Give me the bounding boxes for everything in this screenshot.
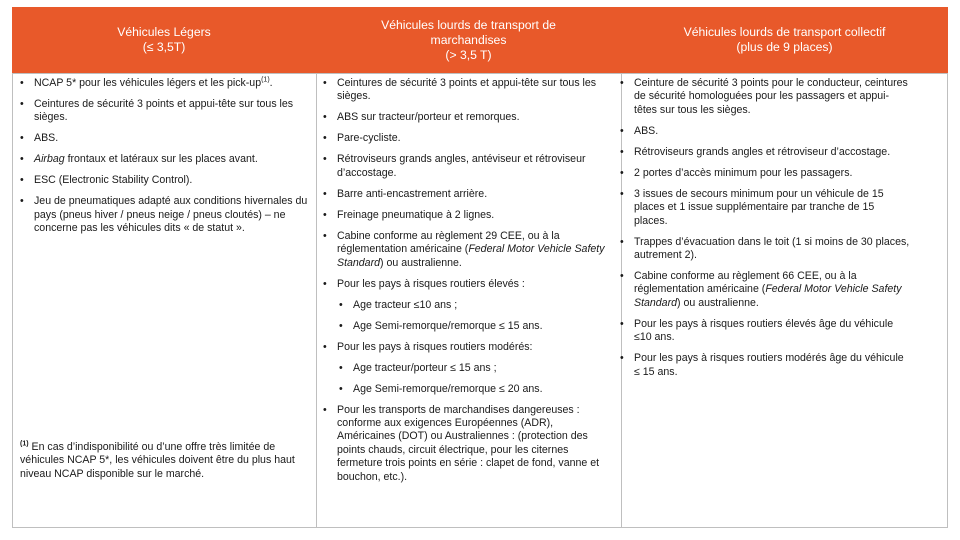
list-item: • ABS.	[620, 125, 910, 138]
list-item: • Ceintures de sécurité 3 points et appui-tête sur tous les sièges.	[20, 98, 312, 125]
list-item: • Pour les pays à risques routiers modérés âge du véhicule ≤ 15 ans.	[620, 352, 910, 379]
list-item: • Cabine conforme au règlement 66 CEE, ou à la réglementation américaine (Federal Motor Vehicle Safety Standard) ou australienne.	[620, 270, 910, 310]
footnote-marker: (1)	[20, 440, 29, 448]
list-item: • 2 portes d’accès minimum pour les passagers.	[620, 167, 910, 180]
list-item: • Rétroviseurs grands angles, antéviseur et rétroviseur d’accostage.	[323, 153, 613, 180]
header-heavy-passenger-vehicles	[621, 7, 948, 73]
list-item: • Ceinture de sécurité 3 points pour le conducteur, ceintures de sécurité homologuées pour les passagers et appui-têtes sur tous les sièges.	[620, 77, 910, 117]
list-item: • NCAP 5* pour les véhicules légers et les pick-$up^{(1)}$.	[20, 77, 312, 90]
list-item: • Cabine conforme au règlement 29 CEE, ou à la réglementation américaine (Federal Motor Vehicle Safety Standard) ou australienne.	[323, 230, 613, 270]
heavy-goods-column	[323, 77, 613, 492]
footnote-text: En cas d’indisponibilité ou d’une offre très limitée de véhicules NCAP 5*, les véhicules doivent être du plus haut niveau NCAP disponible sur le marché.	[20, 441, 295, 480]
list-item: • Freinage pneumatique à 2 lignes.	[323, 209, 613, 222]
list-item: • Barre anti-encastrement arrière.	[323, 188, 613, 201]
column-divider	[316, 7, 317, 528]
list-item: • Rétroviseurs grands angles et rétroviseur d’accostage.	[620, 146, 910, 159]
list-item: • 3 issues de secours minimum pour un véhicule de 15 places et 1 issue supplémentaire par tranche de 15 places.	[620, 188, 910, 228]
heavy-passenger-column	[620, 77, 910, 387]
header-line: (plus de 9 places)	[736, 40, 833, 54]
header-line: Véhicules Légers	[117, 25, 211, 39]
list-item: • Pare-cycliste.	[323, 132, 613, 145]
list-item: • ABS sur tracteur/porteur et remorques.	[323, 111, 613, 124]
header-heavy-goods-vehicles	[316, 7, 621, 73]
list-item: • Pour les pays à risques routiers élevés :	[323, 278, 613, 291]
header-line: (≤ 3,5T)	[142, 40, 186, 54]
list-item: • Ceintures de sécurité 3 points et appui-tête sur tous les sièges.	[323, 77, 613, 104]
list-item: • Jeu de pneumatiques adapté aux conditions hivernales du pays (pneus hiver / pneus neige / pneus cloutés) – ne concerne pas les véhicules dits « de statut ».	[20, 195, 312, 235]
header-divider	[12, 73, 948, 74]
header-light-vehicles	[12, 7, 316, 73]
list-item: • Pour les pays à risques routiers modérés:	[323, 341, 613, 354]
sub-list-item: • Age tracteur ≤10 ans ;	[339, 299, 613, 312]
header-line: Véhicules lourds de transport collectif	[683, 25, 886, 39]
header-line: Véhicules lourds de transport de	[381, 17, 556, 32]
list-item: • Pour les pays à risques routiers élevés âge du véhicule ≤10 ans.	[620, 318, 910, 345]
footnote-ref: (1)	[261, 76, 270, 84]
list-item: • ABS.	[20, 132, 312, 145]
sub-list-item: • Age Semi-remorque/remorque ≤ 15 ans.	[339, 320, 613, 333]
header-line: marchandises	[430, 32, 507, 47]
sub-list-item: • Age Semi-remorque/remorque ≤ 20 ans.	[339, 383, 613, 396]
list-item: • Pour les transports de marchandises dangereuses : conforme aux exigences Européennes (ADR), Américaines (DOT) ou Australiennes : (protection des points chauds, circuit électrique, pour les citernes fermeture trois points en série : clapet de fond, vanne et bouchon, etc.).	[323, 404, 613, 484]
sub-list-item: • Age tracteur/porteur ≤ 15 ans ;	[339, 362, 613, 375]
footnote	[20, 441, 315, 481]
header-line: (> 3,5 T)	[445, 47, 492, 62]
list-item: • Airbag frontaux et latéraux sur les places avant.	[20, 153, 312, 166]
light-vehicles-column	[20, 77, 312, 243]
list-item: • Trappes d’évacuation dans le toit (1 si moins de 30 places, autrement 2).	[620, 236, 910, 263]
list-item: • ESC (Electronic Stability Control).	[20, 174, 312, 187]
